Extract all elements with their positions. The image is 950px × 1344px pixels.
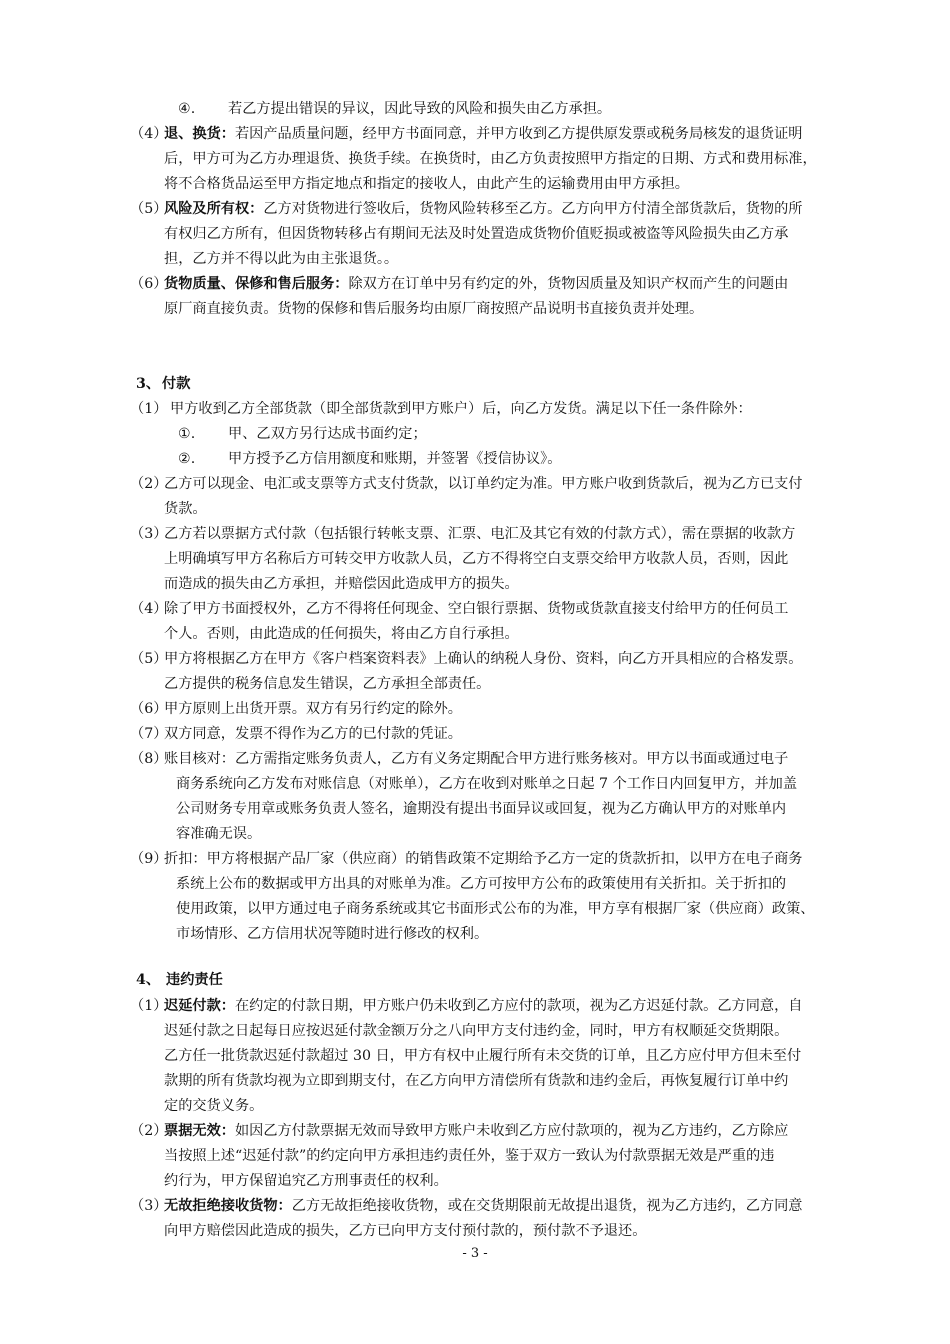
clause-3-5-line-1: （5）甲方将根据乙方在甲方《客户档案资料表》上确认的纳税人身份、资料，向乙方开具相应的合格发票。: [130, 651, 803, 667]
clause-2-6-line-2: 原厂商直接负责。货物的保修和售后服务均由原厂商按照产品说明书直接负责并处理。: [164, 301, 704, 317]
clause-2-5-line-1: （5）风险及所有权：乙方对货物进行签收后，货物风险转移至乙方。乙方向甲方付清全部货款后，货物的所: [130, 201, 803, 217]
clause-2-4-line-3: 将不合格货品运至甲方指定地点和指定的接收人，由此产生的运输费用由甲方承担。: [164, 176, 689, 192]
clause-3-4-line-1: （4）除了甲方书面授权外，乙方不得将任何现金、空白银行票据、货物或货款直接支付给甲方的任何员工: [130, 601, 789, 617]
clause-3-9-line-2: 系统上公布的数据或甲方出具的对账单为准。乙方可按甲方公布的政策使用有关折扣。关于折扣的: [176, 876, 787, 892]
clause-4-2-line-2: 当按照上述“迟延付款”的约定向甲方承担违约责任外，鉴于双方一致认为付款票据无效是严重的违: [164, 1148, 775, 1164]
clause-3-8-line-4: 容准确无误。: [176, 826, 262, 842]
clause-2-6-line-1: （6）货物质量、保修和售后服务：除双方在订单中另有约定的外，货物因质量及知识产权而产生的问题由: [130, 276, 789, 292]
clause-2-4-line-2: 后，甲方可为乙方办理退货、换货手续。在换货时，由乙方负责按照甲方指定的日期、方式和费用标准，: [164, 151, 817, 167]
clause-4-1-line-3: 乙方任一批货款迟延付款超过 30 日，甲方有权中止履行所有未交货的订单，且乙方应付甲方但未至付: [164, 1048, 802, 1064]
clause-3-9-line-4: 市场情形、乙方信用状况等随时进行修改的权利。: [176, 926, 489, 942]
clause-4-1-line-4: 款期的所有货款均视为立即到期支付，在乙方向甲方清偿所有货款和违约金后，再恢复履行订单中约: [164, 1073, 789, 1089]
clause-4-2-line-3: 约行为，甲方保留追究乙方刑事责任的权利。: [164, 1173, 448, 1189]
clause-4-3-line-2: 向甲方赔偿因此造成的损失，乙方已向甲方支付预付款的，预付款不予退还。: [164, 1223, 647, 1239]
clause-2-4-line-1: （4）退、换货：若因产品质量问题，经甲方书面同意，并甲方收到乙方提供原发票或税务局核发的退货证明: [130, 126, 803, 142]
clause-3-3-line-1: （3）乙方若以票据方式付款（包括银行转帐支票、汇票、电汇及其它有效的付款方式），需在票据的收款方: [130, 526, 796, 542]
clause-title: 风险及所有权：: [164, 201, 264, 217]
clause-3-1: （1） 甲方收到乙方全部货款（即全部货款到甲方账户）后，向乙方发货。满足以下任一条件除外：: [130, 401, 752, 417]
clause-4-1-line-2: 迟延付款之日起每日应按迟延付款金额万分之八向甲方支付违约金，同时，甲方有权顺延交货期限。: [164, 1023, 789, 1039]
clause-3-8-line-2: 商务系统向乙方发布对账信息（对账单），乙方在收到对账单之日起 7 个工作日内回复甲方，并加盖: [176, 776, 798, 792]
clause-4-1-line-1: （1）迟延付款：在约定的付款日期，甲方账户仍未收到乙方应付的款项，视为乙方迟延付款。乙方同意，自: [130, 998, 803, 1014]
clause-3-7: （7）双方同意，发票不得作为乙方的已付款的凭证。: [130, 726, 462, 742]
clause-3-3-line-2: 上明确填写甲方名称后方可转交甲方收款人员，乙方不得将空白支票交给甲方收款人员，否则，因此: [164, 551, 789, 567]
clause-title: 退、换货：: [164, 126, 235, 142]
clause-2-5-line-2: 有权归乙方所有，但因货物转移占有期间无法及时处置造成货物价值贬损或被盗等风险损失由乙方承: [164, 226, 789, 242]
section-3-heading: 3、 付款: [136, 376, 191, 392]
clause-3-8-line-1: （8）账目核对：乙方需指定账务负责人，乙方有义务定期配合甲方进行账务核对。甲方以书面或通过电子: [130, 751, 789, 767]
clause-4-3-line-1: （3）无故拒绝接收货物：乙方无故拒绝接收货物，或在交货期限前无故提出退货，视为乙方违约，乙方同意: [130, 1198, 803, 1214]
clause-title: 货物质量、保修和售后服务：: [164, 276, 349, 292]
sub-item-text: 若乙方提出错误的异议，因此导致的风险和损失由乙方承担。: [228, 101, 612, 117]
clause-3-3-line-3: 而造成的损失由乙方承担，并赔偿因此造成甲方的损失。: [164, 576, 519, 592]
clause-3-9-line-1: （9）折扣：甲方将根据产品厂家（供应商）的销售政策不定期给予乙方一定的货款折扣，以甲方在电子商务: [130, 851, 803, 867]
clause-3-2-line-1: （2）乙方可以现金、电汇或支票等方式支付货款，以订单约定为准。甲方账户收到货款后，视为乙方已支付: [130, 476, 803, 492]
sub-item-mark: ④.: [178, 101, 196, 117]
clause-3-9-line-3: 使用政策，以甲方通过电子商务系统或其它书面形式公布的为准，甲方享有根据厂家（供应商）政策、: [176, 901, 815, 917]
clause-3-4-line-2: 个人。否则，由此造成的任何损失，将由乙方自行承担。: [164, 626, 519, 642]
clause-3-8-line-3: 公司财务专用章或账务负责人签名，逾期没有提出书面异议或回复，视为乙方确认甲方的对账单内: [176, 801, 787, 817]
page-number: - 3 -: [462, 1246, 488, 1261]
clause-4-1-line-5: 定的交货义务。: [164, 1098, 264, 1114]
clause-3-1-sub-1: ①. 甲、乙双方另行达成书面约定；: [178, 426, 427, 442]
clause-4-2-line-1: （2）票据无效：如因乙方付款票据无效而导致甲方账户未收到乙方应付款项的，视为乙方违约，乙方除应: [130, 1123, 789, 1139]
sub-item-4: [178, 99, 611, 119]
section-4-heading: 4、 违约责任: [136, 972, 223, 988]
clause-3-1-sub-2: ②. 甲方授予乙方信用额度和账期，并签署《授信协议》。: [178, 451, 562, 467]
clause-3-5-line-2: 乙方提供的税务信息发生错误，乙方承担全部责任。: [164, 676, 491, 692]
clause-title: 票据无效：: [164, 1123, 235, 1139]
clause-title: 无故拒绝接收货物：: [164, 1198, 292, 1214]
clause-3-6: （6）甲方原则上出货开票。双方有另行约定的除外。: [130, 701, 462, 717]
clause-title: 迟延付款：: [164, 998, 235, 1014]
clause-3-2-line-2: 货款。: [164, 501, 207, 517]
clause-2-5-line-3: 担，乙方并不得以此为由主张退货。。: [164, 251, 399, 267]
